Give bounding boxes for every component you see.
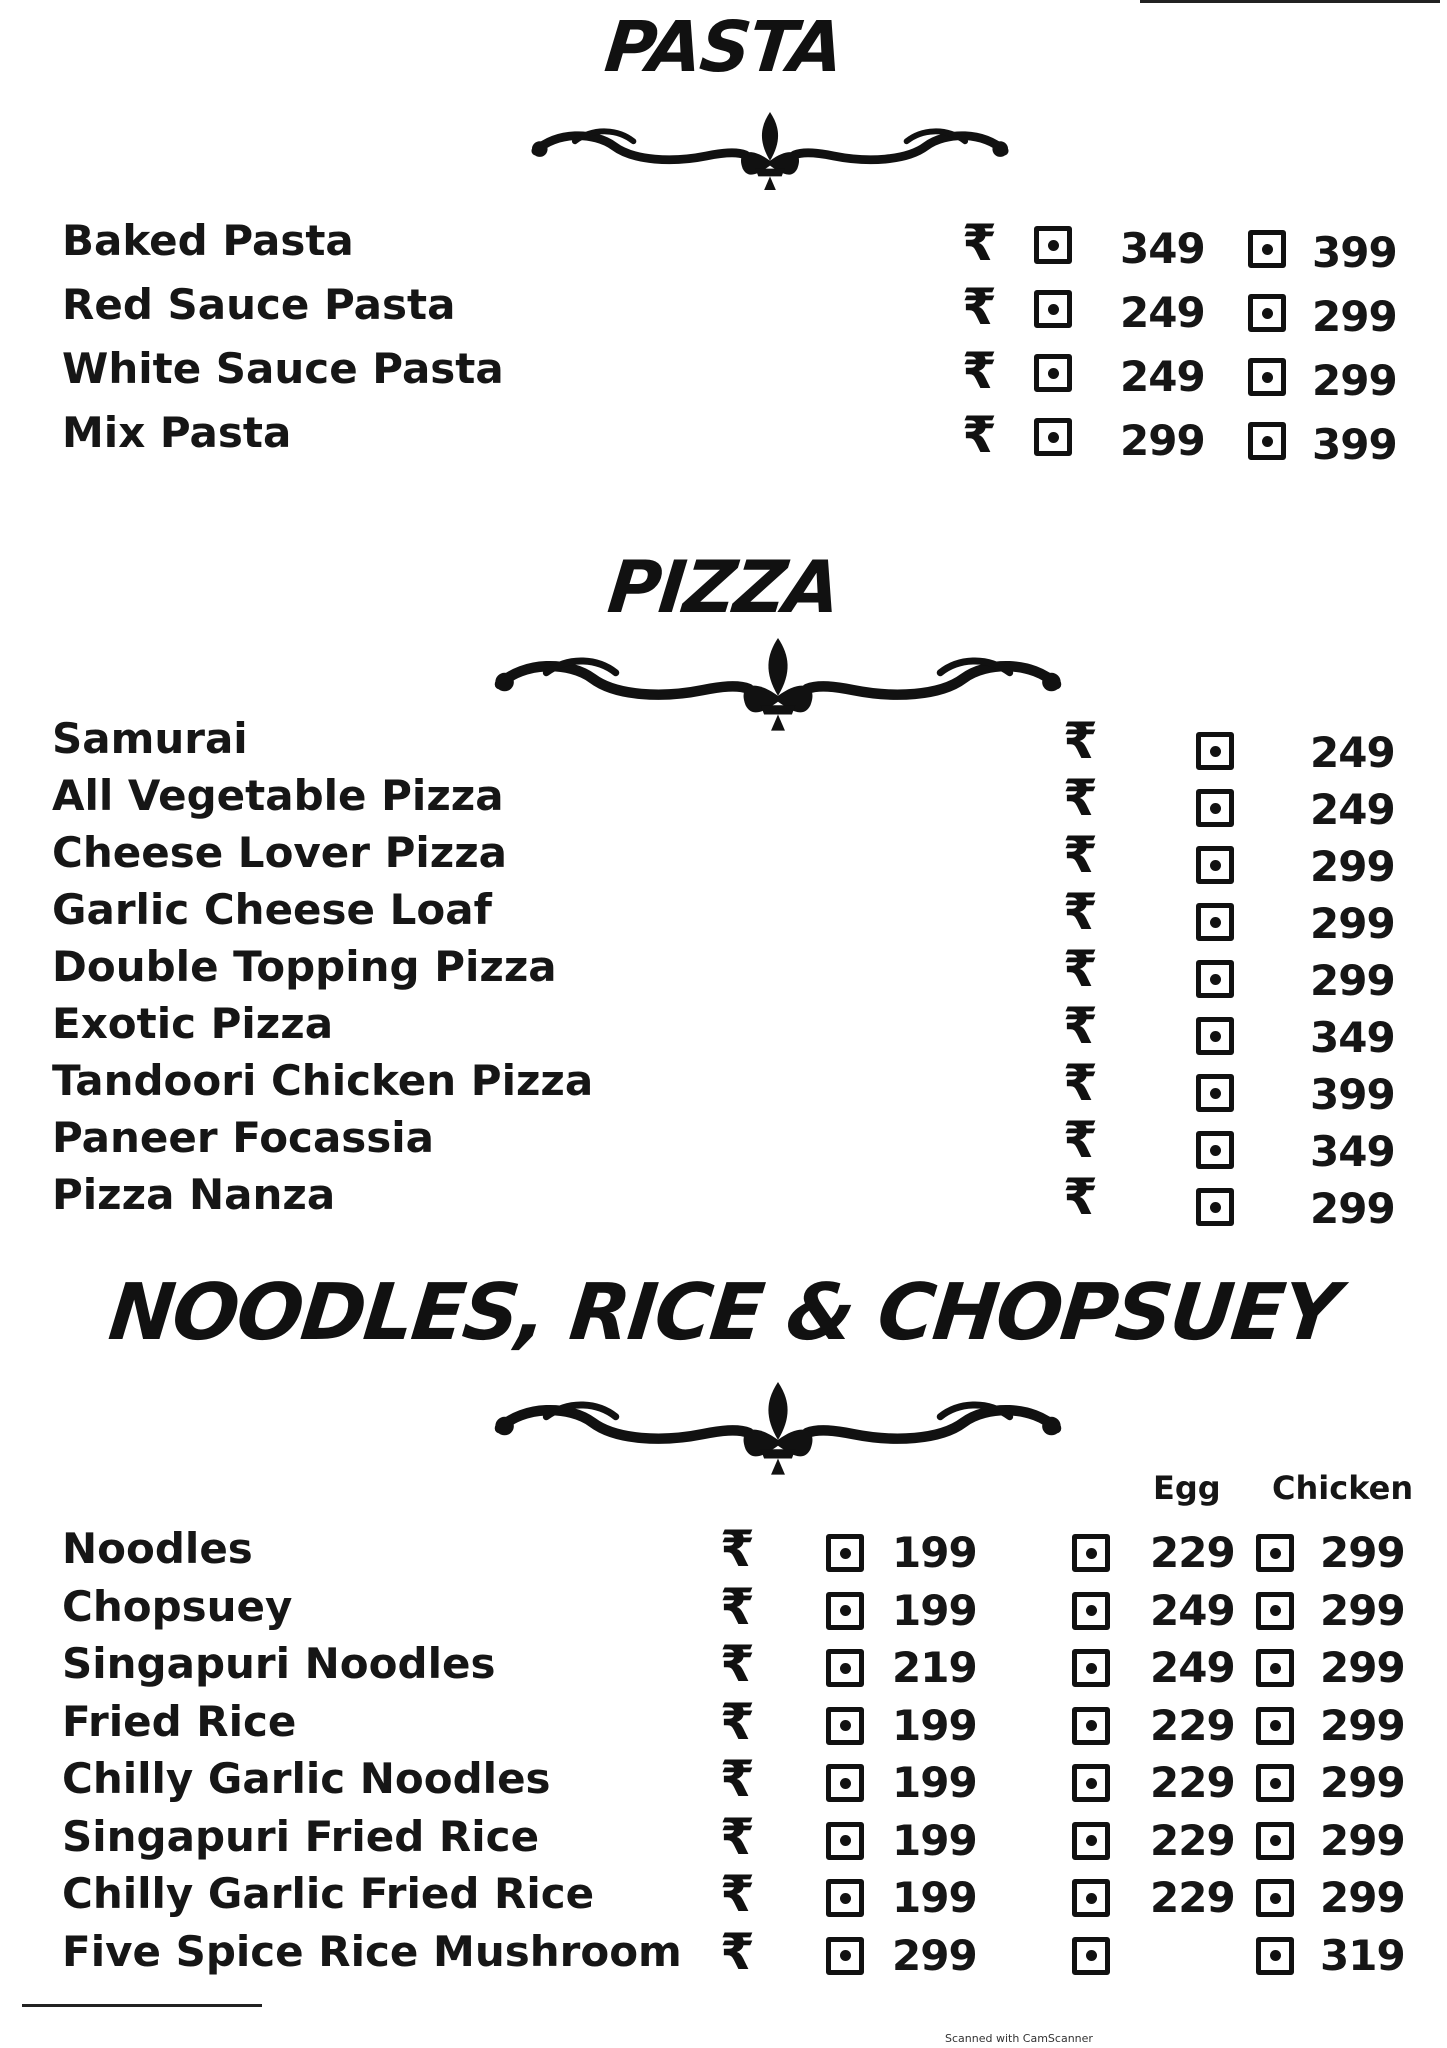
pizza-title: PIZZA [604, 545, 843, 629]
veg-price: 199 [892, 1873, 977, 1922]
rupee-symbol: ₹ [1063, 1054, 1098, 1112]
menu-item-name: White Sauce Pasta [62, 344, 504, 393]
menu-item-name: Five Spice Rice Mushroom [62, 1926, 682, 1976]
menu-item-name: Red Sauce Pasta [62, 280, 456, 329]
egg-price: 229 [1150, 1758, 1235, 1807]
menu-item-name: Garlic Cheese Loaf [52, 885, 492, 934]
chicken-indicator-icon [1256, 1879, 1294, 1917]
menu-item-name: Singapuri Noodles [62, 1639, 496, 1688]
veg-indicator-icon [826, 1707, 864, 1745]
column-header-egg: Egg [1153, 1469, 1221, 1507]
menu-item-price: 299 [1310, 899, 1395, 948]
menu-item-price: 299 [1310, 1184, 1395, 1233]
rupee-symbol: ₹ [1063, 940, 1098, 998]
rupee-symbol: ₹ [962, 214, 997, 272]
noodles-title: NOODLES, RICE & CHOPSUEY [104, 1268, 1343, 1358]
rupee-symbol: ₹ [1063, 997, 1098, 1055]
rupee-symbol: ₹ [962, 278, 997, 336]
chicken-indicator-icon [1256, 1764, 1294, 1802]
rupee-symbol: ₹ [1063, 769, 1098, 827]
veg-indicator-icon [1196, 732, 1234, 770]
egg-price: 229 [1150, 1815, 1235, 1865]
menu-item-price: 399 [1310, 1070, 1395, 1119]
chicken-indicator-icon [1256, 1592, 1294, 1630]
veg-indicator-icon [826, 1879, 864, 1917]
egg-price: 249 [1150, 1585, 1235, 1635]
top-divider [1140, 0, 1440, 3]
menu-item-price: 299 [1310, 956, 1395, 1005]
rupee-symbol: ₹ [1063, 883, 1098, 941]
veg-indicator-icon [1034, 418, 1072, 456]
pizza-ornament [418, 638, 1138, 733]
chicken-price: 299 [1320, 1700, 1405, 1750]
chicken-indicator-icon [1256, 1649, 1294, 1687]
rupee-symbol: ₹ [962, 406, 997, 464]
rupee-symbol: ₹ [720, 1922, 755, 1981]
nonveg-indicator-icon [1248, 230, 1286, 268]
veg-indicator-icon [826, 1937, 864, 1975]
menu-item-price: 249 [1310, 785, 1395, 834]
menu-item-name: Double Topping Pizza [52, 942, 557, 991]
egg-indicator-icon [1072, 1707, 1110, 1745]
menu-item-name: All Vegetable Pizza [52, 771, 504, 820]
egg-indicator-icon [1072, 1534, 1110, 1572]
menu-item-name: Baked Pasta [62, 216, 354, 265]
chicken-price: 299 [1320, 1585, 1405, 1635]
egg-price: 229 [1150, 1528, 1235, 1577]
veg-price: 299 [892, 1930, 977, 1980]
pasta-ornament [480, 112, 1060, 192]
menu-item-name: Tandoori Chicken Pizza [52, 1056, 594, 1105]
chicken-price: 319 [1320, 1930, 1405, 1980]
rupee-symbol: ₹ [1063, 712, 1098, 770]
chicken-price: 299 [1320, 1815, 1405, 1865]
bottom-divider [22, 2004, 262, 2007]
veg-indicator-icon [1196, 1131, 1234, 1169]
veg-indicator-icon [826, 1592, 864, 1630]
scanner-watermark: Scanned with CamScanner [945, 2032, 1093, 2045]
menu-item-name: Chopsuey [62, 1581, 293, 1631]
chicken-indicator-icon [1256, 1822, 1294, 1860]
veg-indicator-icon [1034, 354, 1072, 392]
veg-indicator-icon [1196, 960, 1234, 998]
veg-price: 199 [892, 1528, 977, 1577]
rupee-symbol: ₹ [720, 1520, 755, 1578]
menu-item-name: Mix Pasta [62, 408, 292, 457]
menu-item-price: 249 [1120, 288, 1205, 337]
veg-indicator-icon [826, 1534, 864, 1572]
menu-item-price: 349 [1310, 1127, 1395, 1176]
veg-indicator-icon [826, 1649, 864, 1687]
rupee-symbol: ₹ [720, 1750, 755, 1808]
chicken-indicator-icon [1256, 1534, 1294, 1572]
menu-item-name: Samurai [52, 714, 248, 763]
rupee-symbol: ₹ [1063, 826, 1098, 884]
pasta-title: PASTA [601, 6, 846, 88]
menu-item-name: Chilly Garlic Noodles [62, 1754, 551, 1803]
menu-item-price-large: 299 [1312, 292, 1397, 341]
egg-indicator-icon [1072, 1822, 1110, 1860]
menu-item-price: 299 [1120, 416, 1205, 465]
nonveg-indicator-icon [1248, 294, 1286, 332]
menu-item-name: Singapuri Fried Rice [62, 1811, 540, 1861]
chicken-price: 299 [1320, 1643, 1405, 1692]
veg-indicator-icon [1196, 1074, 1234, 1112]
egg-indicator-icon [1072, 1592, 1110, 1630]
menu-item-name: Exotic Pizza [52, 999, 334, 1048]
rupee-symbol: ₹ [720, 1807, 755, 1866]
nonveg-indicator-icon [1248, 422, 1286, 460]
menu-item-price: 249 [1120, 352, 1205, 401]
menu-item-name: Chilly Garlic Fried Rice [62, 1869, 595, 1918]
chicken-price: 299 [1320, 1758, 1405, 1807]
egg-indicator-icon [1072, 1764, 1110, 1802]
veg-price: 199 [892, 1700, 977, 1750]
veg-price: 199 [892, 1585, 977, 1635]
veg-indicator-icon [1196, 1188, 1234, 1226]
menu-item-name: Pizza Nanza [52, 1170, 336, 1219]
chicken-indicator-icon [1256, 1707, 1294, 1745]
veg-price: 199 [892, 1815, 977, 1865]
rupee-symbol: ₹ [720, 1865, 755, 1923]
veg-indicator-icon [826, 1822, 864, 1860]
rupee-symbol: ₹ [720, 1635, 755, 1693]
veg-indicator-icon [1034, 290, 1072, 328]
rupee-symbol: ₹ [1063, 1111, 1098, 1169]
chicken-indicator-icon [1256, 1937, 1294, 1975]
egg-price: 249 [1150, 1643, 1235, 1692]
menu-item-price-large: 299 [1312, 356, 1397, 405]
chicken-price: 299 [1320, 1873, 1405, 1922]
egg-indicator-icon [1072, 1649, 1110, 1687]
veg-price: 219 [892, 1643, 977, 1692]
menu-item-name: Noodles [62, 1524, 253, 1573]
menu-item-price-large: 399 [1312, 228, 1397, 277]
veg-indicator-icon [1196, 903, 1234, 941]
veg-indicator-icon [1196, 846, 1234, 884]
egg-price: 229 [1150, 1873, 1235, 1922]
rupee-symbol: ₹ [962, 342, 997, 400]
veg-indicator-icon [826, 1764, 864, 1802]
menu-item-price-large: 399 [1312, 420, 1397, 469]
menu-item-price: 299 [1310, 842, 1395, 891]
rupee-symbol: ₹ [1063, 1168, 1098, 1226]
rupee-symbol: ₹ [720, 1692, 755, 1751]
veg-indicator-icon [1196, 789, 1234, 827]
egg-indicator-icon [1072, 1937, 1110, 1975]
veg-indicator-icon [1196, 1017, 1234, 1055]
menu-item-price: 349 [1120, 224, 1205, 273]
menu-item-name: Fried Rice [62, 1696, 297, 1746]
menu-item-name: Paneer Focassia [52, 1113, 435, 1162]
menu-item-price: 349 [1310, 1013, 1395, 1062]
noodles-ornament [418, 1382, 1138, 1477]
egg-indicator-icon [1072, 1879, 1110, 1917]
chicken-price: 299 [1320, 1528, 1405, 1577]
nonveg-indicator-icon [1248, 358, 1286, 396]
egg-price: 229 [1150, 1700, 1235, 1750]
menu-item-name: Cheese Lover Pizza [52, 828, 508, 877]
veg-indicator-icon [1034, 226, 1072, 264]
menu-item-price: 249 [1310, 728, 1395, 777]
veg-price: 199 [892, 1758, 977, 1807]
column-header-chicken: Chicken [1272, 1469, 1414, 1507]
rupee-symbol: ₹ [720, 1577, 755, 1636]
